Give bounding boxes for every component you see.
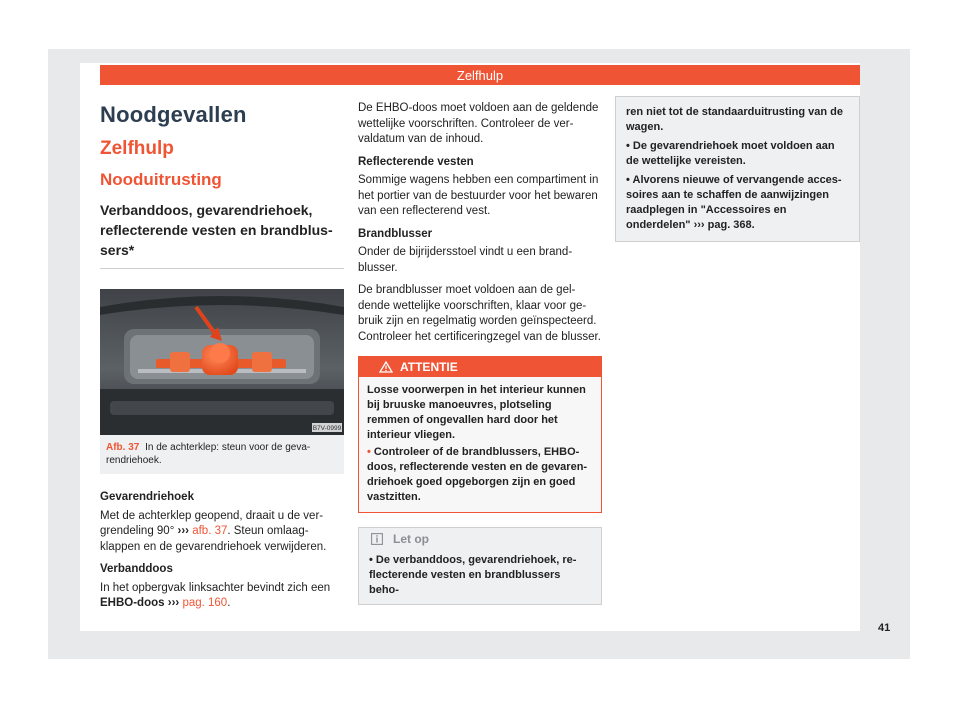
verbanddoos-text-a: In het opbergvak linksachter bevindt zich een [100,581,331,594]
bullet-icon: • [367,446,371,458]
verbanddoos-heading: Verbanddoos [100,563,173,575]
link-pag-368[interactable]: pag. 368 [707,219,752,231]
brandblusser-text-2: De brandblusser moet voldoen aan de geldende wettelijke voorschriften, klaar voor gebruik zijn en regelmatig worden geïnspecteerd. Controleer het certificeringzegel van de blusser. [358,284,601,343]
ref-arrow: ››› [167,597,180,609]
letop-bullet-3 [626,173,849,233]
verbanddoos-text [100,581,344,612]
column-middle [358,101,602,605]
attentie-bullet-text: Controleer of de brandblussers, EHBO-doos, reflecterende vesten en de gevarendriehoek goed opgeborgen zijn en goed vastzitten. [367,446,588,503]
header-bar [100,65,860,85]
bullet-icon: • [369,554,373,566]
letop-continued-box [615,96,860,242]
figure-caption [100,435,344,474]
divider [100,268,344,269]
topic-heading: Verbanddoos, gevarendriehoek, reflecterende vesten en brandblussers* [100,202,333,258]
gevarendriehoek-text-a: Met de achterklep geopend, draait u de vergrendeling 90° [100,509,324,537]
brandblusser-text-1: Onder de bijrijdersstoel vindt u een brandblusser. [358,246,573,274]
letop-bullet-3-end: . [751,219,755,231]
tailgate-photo [100,289,344,435]
attentie-box [358,356,602,513]
letop-box [358,527,602,605]
ref-arrow: ››› [693,219,705,231]
ehbo-doos-term: EHBO-doos [100,597,165,609]
link-pag-160[interactable]: pag. 160 [182,597,228,609]
column-right [615,96,860,242]
column-left [100,98,344,619]
link-afb-37[interactable]: afb. 37 [192,525,228,537]
gevarendriehoek-text-b: . Steun omlaagklappen en de gevarendriehoek verwijderen. [100,525,327,553]
letop-bullet-2: • De gevarendriehoek moet voldoen aan de wettelijke vereisten. [626,140,835,167]
attentie-bullet-item [367,445,593,505]
subsection-title: Nooduitrusting [100,170,222,189]
letop-header [359,528,601,549]
figure-caption-text: In de achterklep: steun voor de gevarendriehoek. [106,442,311,466]
figure-37 [100,289,344,474]
figure-code: B7V-0999 [312,425,342,432]
attentie-title: ATTENTIE [400,360,458,374]
chapter-title: Noodgevallen [100,102,247,127]
gevarendriehoek-text [100,509,344,556]
brandblusser-heading: Brandblusser [358,227,433,240]
letop-bullet-3-text: • Alvorens nieuwe of vervangende accessoires aan te schaffen de aanwijzingen raadplegen in "Accessoires en onderdelen" [626,174,842,231]
vesten-heading: Reflecterende vesten [358,155,474,168]
header-title: Zelfhulp [456,67,504,83]
letop-continued-text: ren niet tot de standaarduitrusting van de wagen. [626,106,843,133]
verbanddoos-text-b: . [227,597,231,609]
letop-body [359,549,601,604]
figure-label: Afb. 37 [106,442,140,453]
attentie-header [359,357,601,377]
ref-arrow: ››› [177,525,189,537]
letop-bullet-text: De verbanddoos, gevarendriehoek, reflecterende vesten en brandblussers beho- [369,554,577,596]
gevarendriehoek-heading: Gevarendriehoek [100,491,194,503]
section-title: Zelfhulp [100,138,174,159]
page-number: 41 [878,622,891,634]
vesten-text: Sommige wagens hebben een compartiment in het portier van de bestuurder voor het bewaren van een reflecterend vest. [358,174,599,217]
info-icon [371,533,383,545]
ehbo-intro: De EHBO-doos moet voldoen aan de geldende wettelijke voorschriften. Controleer de vervaldatum van de inhoud. [358,102,599,145]
letop-title: Let op [393,531,429,546]
attentie-body [359,377,601,512]
warning-icon [379,361,393,373]
attentie-text: Losse voorwerpen in het interieur kunnen bij bruuske manoeuvres, plotseling remmen of ongevallen hard door het interieur vliegen. [367,384,586,441]
